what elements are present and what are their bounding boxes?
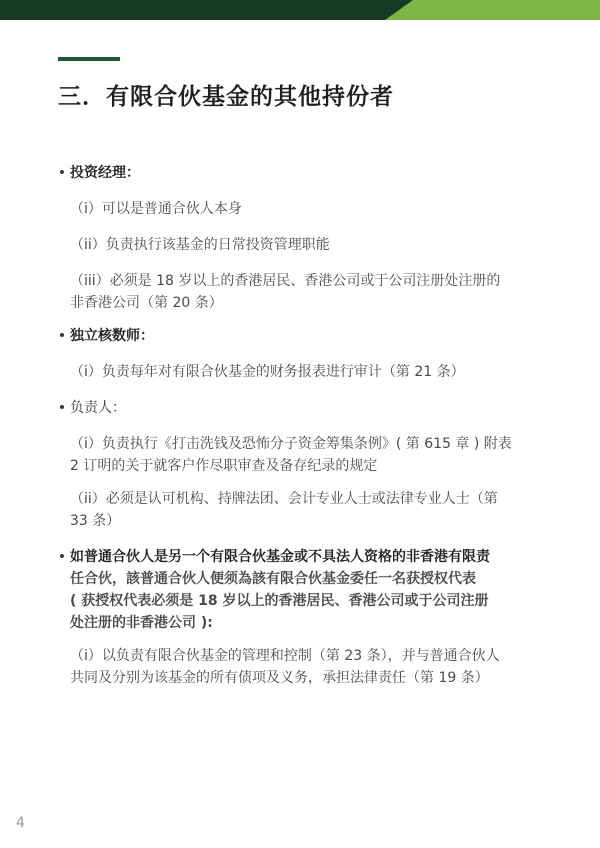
bullet-icon <box>58 546 70 568</box>
bullet-authorized-representative <box>58 546 558 568</box>
bullet-label-continued: ( 获授权代表必须是 18 岁以上的香港居民、香港公司或于公司注册 <box>70 593 489 609</box>
list-item: （i）负责每年对有限合伙基金的财务报表进行审计（第 21 条） <box>70 364 465 380</box>
bullet-label: 如普通合伙人是另一个有限合伙基金或不具法人资格的非香港有限责 <box>70 549 490 565</box>
bullet-icon <box>58 325 70 347</box>
bullet-label: 负责人： <box>70 400 126 416</box>
list-item: （i）可以是普通合伙人本身 <box>70 201 242 217</box>
list-item: （ii）负责执行该基金的日常投资管理职能 <box>70 237 330 253</box>
content-body <box>58 162 558 689</box>
title-rule <box>58 57 120 61</box>
page-title: 三．有限合伙基金的其他持份者 <box>58 84 394 110</box>
bullet-independent-auditor <box>58 325 558 347</box>
bullet-label: 独立核数师： <box>70 328 154 344</box>
list-item: （ii）必须是认可机构、持牌法团、会计专业人士或法律专业人士（第 <box>70 491 498 507</box>
list-item-continued: 2 订明的关于就客户作尽职审查及备存纪录的规定 <box>70 458 378 474</box>
list-item-continued: 非香港公司（第 20 条） <box>70 295 223 311</box>
bullet-label-continued: 处注册的非香港公司 ): <box>70 615 213 631</box>
bullet-responsible-person <box>58 397 558 419</box>
bullet-label-continued: 任合伙，該普通合伙人便须為該有限合伙基金委任一名获授权代表 <box>70 571 476 587</box>
bullet-label: 投资经理： <box>70 165 140 181</box>
bullet-icon <box>58 397 70 419</box>
bullet-investment-manager <box>58 162 558 184</box>
list-item: （i）以负责有限合伙基金的管理和控制（第 23 条），并与普通合伙人 <box>70 648 500 664</box>
list-item-continued: 共同及分别为该基金的所有债项及义务，承担法律责任（第 19 条） <box>70 670 489 686</box>
list-item: （iii）必须是 18 岁以上的香港居民、香港公司或于公司注册处注册的 <box>70 273 501 289</box>
list-item: （i）负责执行《打击洗钱及恐怖分子资金筹集条例》( 第 615 章 ) 附表 <box>70 436 512 452</box>
list-item-continued: 33 条） <box>70 513 121 529</box>
header-accent <box>385 0 600 20</box>
bullet-icon <box>58 162 70 184</box>
page-number: 4 <box>16 815 25 831</box>
